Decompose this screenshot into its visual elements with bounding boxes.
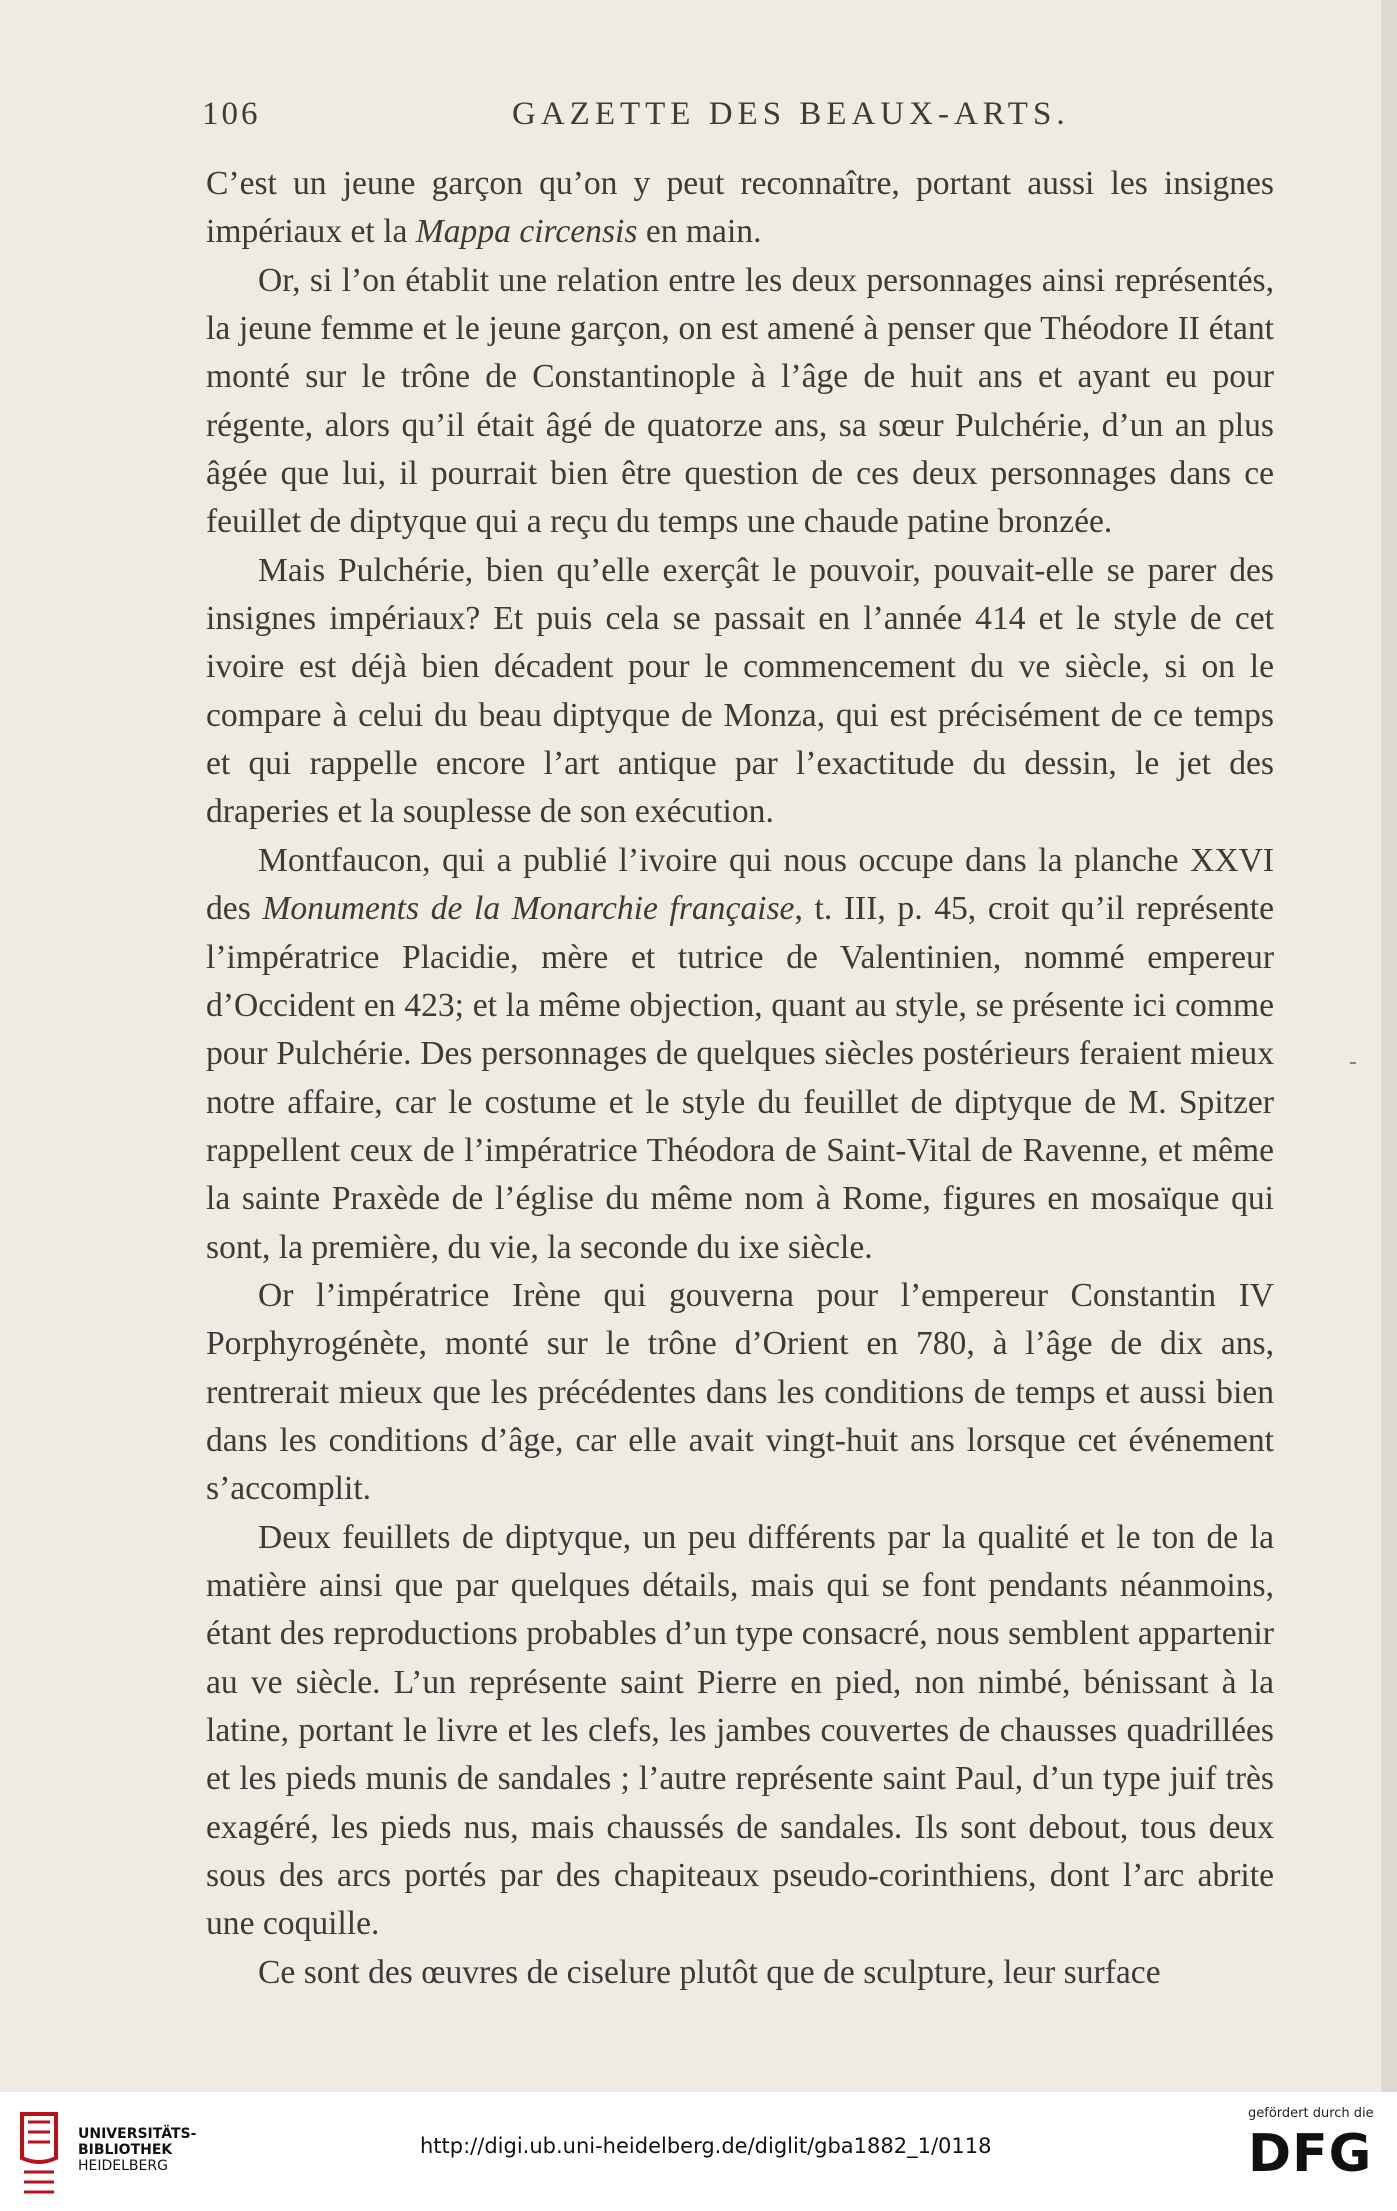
paragraph-5: Or l’impératrice Irène qui gouverna pour l’empereur Constantin IV Porphyrogénète, monté sur le trône d’Orient en 780, à l’âge de dix ans, rentrerait mieux que les précédentes dans les conditions de temps et aussi bien dans les conditions d’âge, car elle avait vingt-huit ans lorsque cet événement s’accomplit. [206, 1276, 1274, 1508]
paragraph-3: Mais Pulchérie, bien qu’elle exerçât le pouvoir, pouvait-elle se parer des insignes impériaux? Et puis cela se passait en l’année 414 et le style de cet ivoire est déjà bien décadent pour le commencement du ve siècle, si on le compare à celui du beau diptyque de Monza, qui est précisément de ce temps et qui rappelle encore l’art antique par l’exactitude du dessin, le jet des draperies et la souplesse de son exécution. [206, 551, 1274, 831]
italic-monuments-title: Monuments de la Monarchie française [262, 890, 795, 928]
running-title: GAZETTE DES BEAUX-ARTS. [512, 96, 1070, 132]
paragraph-7: Ce sont des œuvres de ciselure plutôt que de sculpture, leur surface [258, 1953, 1161, 1991]
page-number: 106 [202, 96, 261, 132]
page-header [0, 96, 1381, 136]
dfg-logo: DFG [1248, 2124, 1373, 2184]
page-edge [1381, 0, 1397, 2092]
university-library-logo [14, 2106, 64, 2198]
italic-mappa-circensis: Mappa circensis [415, 213, 638, 251]
paragraph-6: Deux feuillets de diptyque, un peu différents par la qualité et le ton de la matière ainsi que par quelques détails, mais qui se font pendants néanmoins, étant des reproductions probables d’un type consacré, nous semblent appartenir au ve siècle. L’un représente saint Pierre en pied, non nimbé, bénissant à la latine, portant le livre et les clefs, les jambes couvertes de chausses quadrillées et les pieds munis de sandales ; l’autre représente saint Paul, d’un type juif très exagéré, les pieds nus, mais chaussés de sandales. Ils sont debout, tous deux sous des arcs portés par des chapiteaux pseudo-corinthiens, dont l’arc abrite une coquille. [206, 1518, 1274, 1943]
library-name: UNIVERSITÄTS- BIBLIOTHEK HEIDELBERG [78, 2126, 197, 2174]
paragraph-2: Or, si l’on établit une relation entre les deux personnages ainsi représentés, la jeune femme et le jeune garçon, on est amené à penser que Théodore II étant monté sur le trône de Constantinople à l’âge de huit ans et ayant eu pour régente, alors qu’il était âgé de quatorze ans, sa sœur Pulchérie, d’un an plus âgée que lui, il pourrait bien être question de ces deux personnages dans ce feuillet de diptyque qui a reçu du temps une chaude patine bronzée. [206, 261, 1274, 541]
digitization-footer [0, 2092, 1397, 2211]
paragraph-1: C’est un jeune garçon qu’on y peut reconnaître, portant aussi les insignes impériaux et la Mappa circensis en main. [206, 165, 1274, 251]
margin-mark [1350, 1062, 1356, 1064]
body-text [206, 160, 1274, 1997]
funding-caption: gefördert durch die [1248, 2106, 1374, 2121]
paragraph-4: Montfaucon, qui a publié l’ivoire qui nous occupe dans la planche XXVI des Monuments de la Monarchie française, t. III, p. 45, croit qu’il représente l’impératrice Placidie, mère et tutrice de Valentinien, nommé empereur d’Occident en 423; et la même objection, quant au style, se présente ici comme pour Pulchérie. Des personnages de quelques siècles postérieurs feraient mieux notre affaire, car le costume et le style du feuillet de diptyque de M. Spitzer rappellent ceux de l’impératrice Théodora de Saint-Vital de Ravenne, et même la sainte Praxède de l’église du même nom à Rome, figures en mosaïque qui sont, la première, du vie, la seconde du ixe siècle. [206, 841, 1274, 1266]
permalink-url[interactable]: http://digi.ub.uni-heidelberg.de/diglit/gba1882_1/0118 [420, 2134, 992, 2158]
